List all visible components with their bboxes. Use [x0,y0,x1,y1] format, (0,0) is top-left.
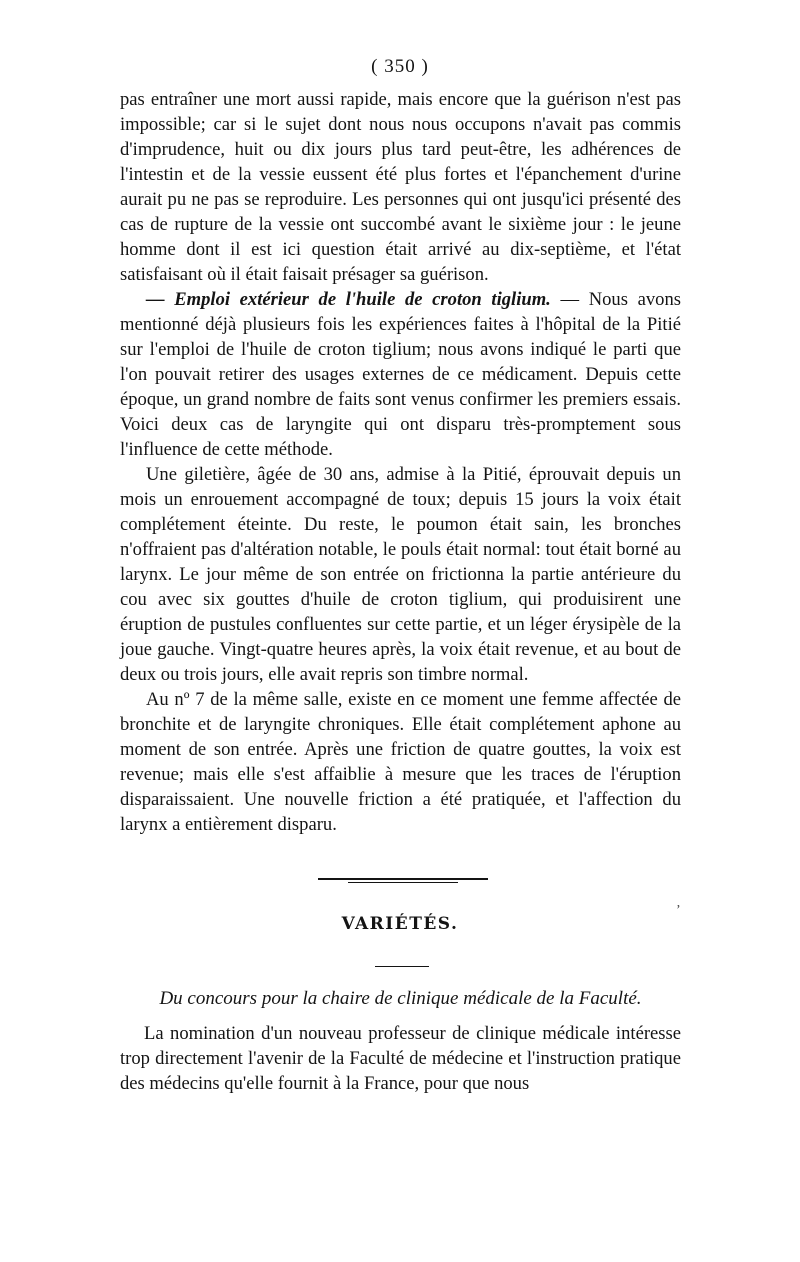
varietes-title: VARIÉTÉS. [341,914,459,934]
case-two-paragraph: Au nº 7 de la même salle, existe en ce moment une femme affectée de bronchite et de laryngite chroniques. Elle était complétement aphone au moment de son entrée. Après une friction de quatre gouttes, la voix est revenue; mais elle s'est affaiblie à mesure que les traces de l'éruption disparaissaient. Une nouvelle friction a été pratiquée, et l'affection du larynx a entièrement disparu. [120,689,681,835]
article-text [120,1021,681,1096]
main-text [120,87,681,837]
case-one-paragraph: Une giletière, âgée de 30 ans, admise à la Pitié, éprouvait depuis un mois un enrouement accompagné de toux; depuis 15 jours la voix était complétement éteinte. Du reste, le poumon était sain, les bronches n'offraient pas d'altération notable, le pouls était normal: tout était borné au larynx. Le jour même de son entrée on frictionna la partie antérieure du cou avec six gouttes d'huile de croton tiglium, qui produisirent une éruption de pustules confluentes sur cette partie, et un léger érysipèle de la joue gauche. Vingt-quatre heures après, la voix était revenue, et au bout de deux ou trois jours, elle avait repris son timbre normal. [120,464,681,685]
croton-heading: — Emploi extérieur de l'huile de croton tiglium. [146,289,551,310]
title-rule [375,966,429,967]
section-divider [318,878,488,880]
article-title: Du concours pour la chaire de clinique médicale de la Faculté. [159,988,642,1009]
croton-intro-text: — Nous avons mentionné déjà plusieurs fois les expériences faites à l'hôpital de la Pitié sur l'emploi de l'huile de croton tiglium; nous avons indiqué le parti que l'on pouvait retirer des usages externes de ce médicament. Depuis cette époque, un grand nombre de faits sont venus confirmer les premiers essais. Voici deux cas de laryngite qui ont disparu très-promptement sous l'influence de cette méthode. [120,289,681,460]
ink-speck: ʼ [676,903,681,918]
croton-paragraph [120,287,681,462]
page-number: ( 350 ) [371,56,429,77]
continuation-paragraph: pas entraîner une mort aussi rapide, mais encore que la guérison n'est pas impossible; car si le sujet dont nous nous occupons n'avait pas commis d'imprudence, huit ou dix jours plus tard peut-être, les adhérences de l'intestin et de la vessie eussent été plus fortes et l'épanchement d'urine aurait pu ne pas se reproduire. Les personnes qui ont jusqu'ici présenté des cas de rupture de la vessie ont succombé avant le sixième jour : le jeune homme dont il est ici question était arrivé au dix-septième, et l'état satisfaisant où il était faisait présager sa guérison. [120,89,681,285]
article-paragraph: La nomination d'un nouveau professeur de clinique médicale intéresse trop directement l'avenir de la Faculté de médecine et l'instruction pratique des médecins qu'elle fournit à la France, pour que nous [120,1023,681,1094]
